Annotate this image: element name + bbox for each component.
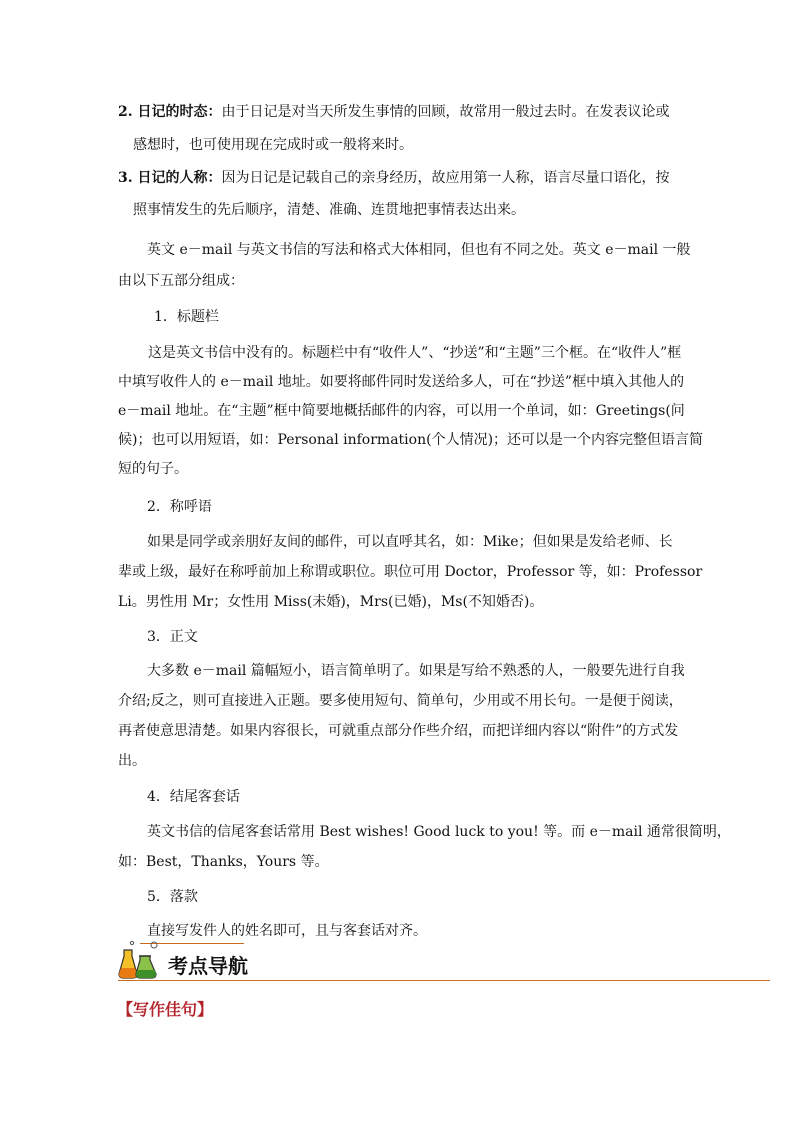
- body-text-4: 出。: [118, 753, 146, 769]
- email-intro-line-2: 由以下五部分组成：: [118, 273, 244, 289]
- section-header: [118, 940, 770, 982]
- diary-person-line-1: [118, 168, 670, 188]
- email-intro-line-1: 英文 e－mail 与英文书信的写法和格式大体相同，但也有不同之处。英文 e－mail 一般: [147, 242, 691, 258]
- title-bar-text-5: 短的句子。: [118, 461, 188, 477]
- section-header-title: 考点导航: [168, 954, 248, 978]
- title-bar-text-2: 中填写收件人的 e－mail 地址。如要将邮件同时发送给多人，可在“抄送”框中填入其他人的: [118, 374, 685, 390]
- title-bar-text-1: 这是英文书信中没有的。标题栏中有“收件人”、“抄送”和“主题”三个框。在“收件人”框: [148, 345, 682, 361]
- body-text-3: 再者使意思清楚。如果内容很长，可就重点部分作些介绍，而把详细内容以“附件”的方式发: [118, 723, 679, 739]
- section-heading-salutation: 2．称呼语: [147, 499, 212, 515]
- body-text-2: 介绍;反之，则可直接进入正题。要多使用短句、简单句，少用或不用长句。一是便于阅读，: [118, 693, 683, 709]
- salutation-text-2: 辈或上级，最好在称呼前加上称谓或职位。职位可用 Doctor，Professor 等，如：Professor: [118, 564, 703, 580]
- diary-tense-label: 2. 日记的时态：: [118, 104, 222, 120]
- closing-text-2: 如：Best，Thanks，Yours 等。: [118, 854, 329, 870]
- salutation-text-3: Li。男性用 Mr；女性用 Miss(未婚)，Mrs(已婚)，Ms(不知婚否)。: [118, 594, 544, 610]
- title-bar-text-4: 候)；也可以用短语，如：Personal information(个人情况)；还可以是一个内容完整但语言简: [118, 432, 704, 448]
- section-heading-signature: 5．落款: [147, 889, 198, 905]
- diary-person-text: 因为日记是记载自己的亲身经历，故应用第一人称，语言尽量口语化，按: [221, 170, 670, 186]
- salutation-text-1: 如果是同学或亲朋好友间的邮件，可以直呼其名，如：Mike；但如果是发给老师、长: [147, 534, 673, 550]
- diary-tense-line-2: 感想时，也可使用现在完成时或一般将来时。: [133, 137, 413, 153]
- flask-icon: [118, 940, 162, 980]
- diary-tense-line-1: [118, 102, 670, 122]
- diary-tense-text: 由于日记是对当天所发生事情的回顾，故常用一般过去时。在发表议论或: [221, 104, 670, 120]
- diary-person-line-2: 照事情发生的先后顺序，清楚、准确、连贯地把事情表达出来。: [133, 202, 525, 218]
- title-bar-text-3: e－mail 地址。在“主题”框中简要地概括邮件的内容，可以用一个单词，如：Greetings(问: [118, 403, 685, 419]
- body-text-1: 大多数 e－mail 篇幅短小，语言简单明了。如果是写给不熟悉的人，一般要先进行自我: [147, 663, 685, 679]
- section-header-rule: [118, 980, 770, 981]
- section-heading-title-bar: 1．标题栏: [154, 309, 219, 325]
- signature-text-1: 直接写发件人的姓名即可，且与客套话对齐。: [147, 923, 427, 939]
- section-heading-body: 3．正文: [147, 629, 198, 645]
- diary-person-label: 3. 日记的人称：: [118, 170, 222, 186]
- section-heading-closing: 4．结尾客套话: [147, 789, 240, 805]
- closing-text-1: 英文书信的信尾客套话常用 Best wishes! Good luck to you! 等。而 e－mail 通常很简明，: [147, 824, 731, 840]
- writing-phrases-tag: 【写作佳句】: [117, 1000, 214, 1019]
